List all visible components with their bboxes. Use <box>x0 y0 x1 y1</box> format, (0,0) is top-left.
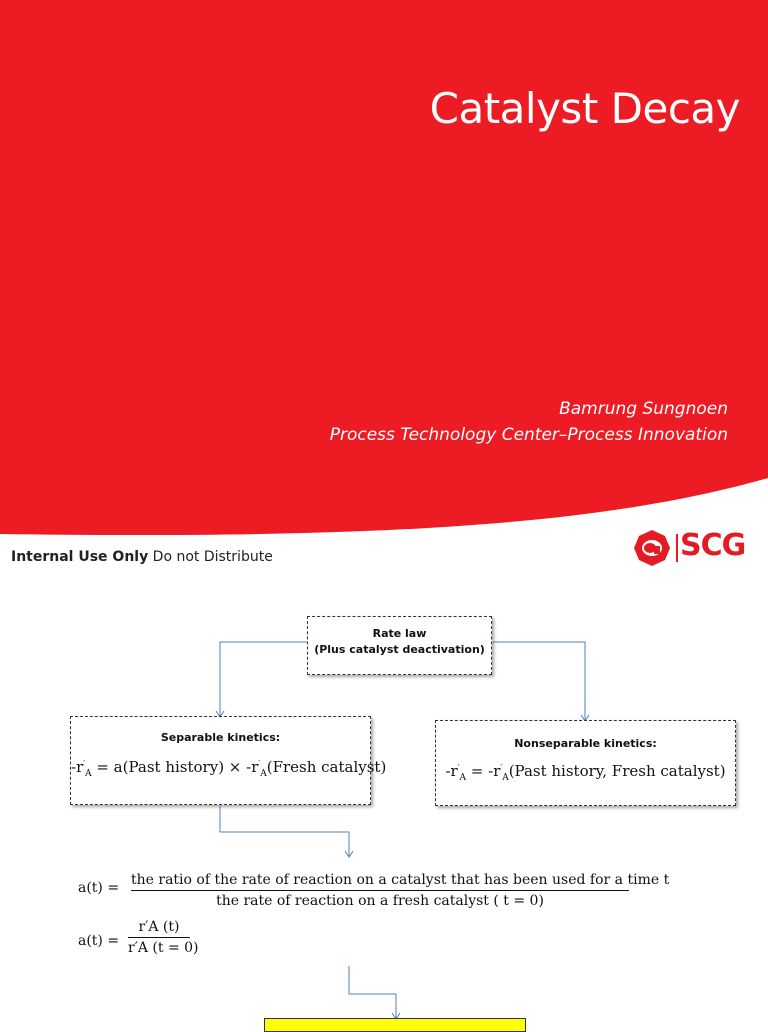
separable-equation: $-r'_A$ = a(Past history) × $-r'_A(Fresh$ catalyst) <box>71 758 387 779</box>
separable-lhs-sub: A <box>85 769 92 779</box>
confidentiality-note <box>11 549 273 565</box>
activity-definition-fraction <box>131 872 670 909</box>
highlighted-box-partial <box>264 1018 526 1032</box>
nonseparable-equation: $-r'_A$ = $-r'_A(Past$ history, Fresh catalyst) <box>445 762 726 783</box>
scg-logo-text: SCG <box>680 528 746 563</box>
activity-numerator: the ratio of the rate of reaction on a catalyst that has been used for a time t <box>131 872 670 888</box>
confidentiality-bold: Internal Use Only <box>11 549 149 565</box>
slide-title: Catalyst Decay <box>429 84 740 133</box>
activity-definition-lhs: a(t) = <box>78 880 120 896</box>
rate-law-title: Rate law <box>372 627 427 640</box>
activity-ratio-lhs: a(t) = <box>78 933 120 949</box>
nonseparable-kinetics-box <box>435 720 736 806</box>
author-block <box>330 396 728 448</box>
nonseparable-eq-tail: (Past history, Fresh catalyst) <box>508 762 726 780</box>
separable-eq-middle: = a(Past history) × -r <box>91 758 259 776</box>
author-name: Bamrung Sungnoen <box>559 399 728 419</box>
nonseparable-eq-middle: = -r <box>466 762 501 780</box>
rate-law-box <box>307 616 492 675</box>
flowchart-slide <box>0 576 768 1024</box>
separable-eq-tail: (Fresh catalyst) <box>266 758 387 776</box>
nonseparable-lhs-sub: A <box>459 773 467 783</box>
author-organization: Process Technology Center–Process Innovation <box>329 425 728 445</box>
activity-ratio-fraction <box>128 919 199 956</box>
ratio-numerator: r′A (t) <box>138 919 180 935</box>
nonseparable-heading: Nonseparable kinetics: <box>514 737 657 750</box>
nonseparable-lhs: -r <box>445 762 458 780</box>
ratio-denominator: r′A (t = 0) <box>128 937 190 956</box>
confidentiality-rest: Do not Distribute <box>148 549 273 565</box>
separable-heading: Separable kinetics: <box>160 731 281 744</box>
separable-kinetics-box <box>70 716 387 805</box>
separable-lhs: -r <box>71 758 84 776</box>
activity-denominator: the rate of reaction on a fresh catalyst ( t = 0) <box>131 890 629 909</box>
rate-law-subtitle: (Plus catalyst deactivation) <box>314 643 485 656</box>
